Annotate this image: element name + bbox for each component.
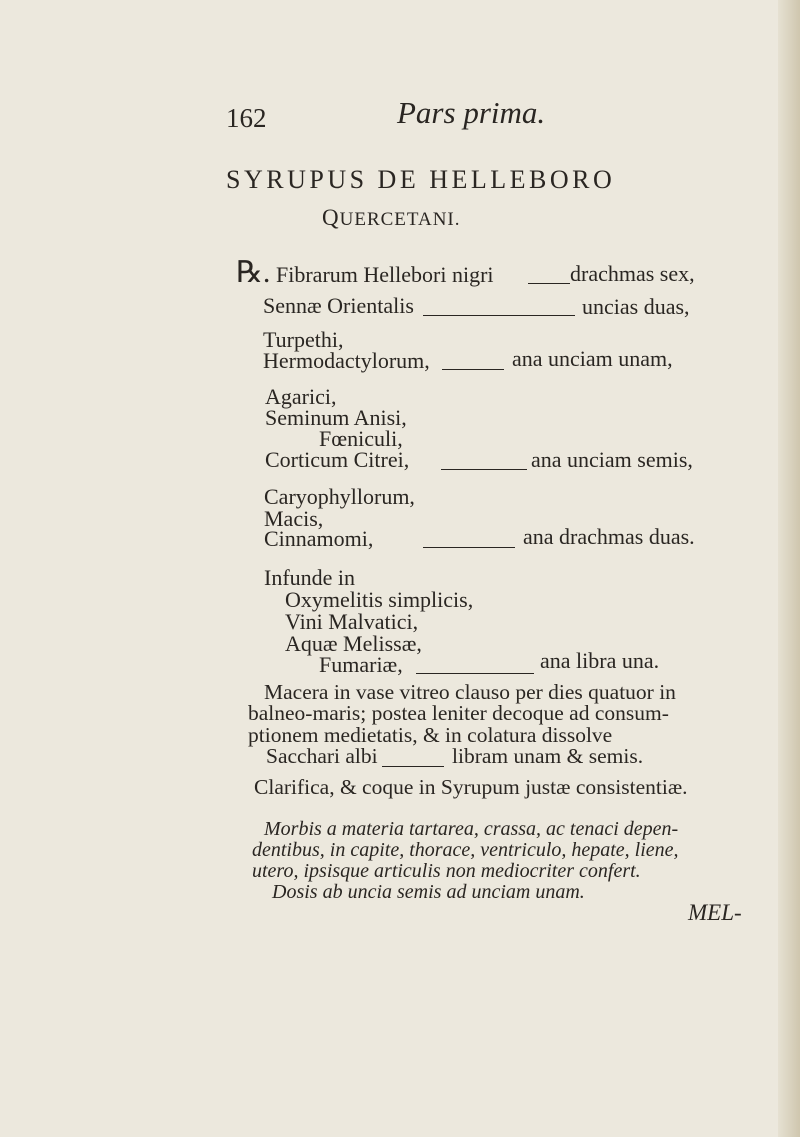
ingredient-quantity: ana unciam semis, bbox=[531, 447, 693, 472]
author-initial: Q bbox=[322, 205, 340, 230]
ingredient-quantity: drachmas sex, bbox=[570, 261, 695, 286]
usage-line: Dosis ab uncia semis ad unciam unam. bbox=[272, 881, 585, 903]
ingredient-name: Seminum Anisi, bbox=[265, 405, 407, 430]
ingredient-quantity: ana unciam unam, bbox=[512, 346, 673, 371]
instruction-line: Clarifica, & coque in Syrupum justæ consistentiæ. bbox=[254, 775, 688, 799]
infusion-liquid: Fumariæ, bbox=[319, 652, 403, 677]
infusion-liquid: Vini Malvatici, bbox=[285, 609, 419, 634]
ingredient-name: Fœniculi, bbox=[319, 426, 403, 451]
usage-line: utero, ipsisque articulis non mediocriter confert. bbox=[252, 860, 641, 882]
page-edge bbox=[778, 0, 800, 1137]
ingredient-name: Macis, bbox=[264, 506, 324, 531]
recipe-symbol: ℞. bbox=[236, 256, 271, 289]
ingredient-quantity: uncias duas, bbox=[582, 294, 690, 319]
leader-dash bbox=[423, 315, 575, 316]
leader-dash bbox=[423, 547, 515, 548]
infusion-lead: Infunde in bbox=[264, 565, 356, 590]
leader-dash bbox=[441, 469, 527, 470]
leader-dash bbox=[382, 766, 444, 767]
leader-dash bbox=[442, 369, 504, 370]
leader-dash bbox=[416, 673, 534, 674]
usage-line: Morbis a materia tartarea, crassa, ac tenaci depen- bbox=[264, 818, 679, 840]
author-rest: UERCETANI. bbox=[339, 209, 461, 230]
ingredient-name: Fibrarum Hellebori nigri bbox=[276, 262, 494, 287]
ingredient-name: Turpethi, bbox=[263, 327, 344, 352]
ingredient-name: Hermodactylorum, bbox=[263, 348, 430, 373]
running-title: Pars prima. bbox=[397, 95, 546, 130]
recipe-author bbox=[322, 205, 461, 231]
ingredient-name: Cinnamomi, bbox=[264, 526, 374, 551]
usage-line: dentibus, in capite, thorace, ventriculo, hepate, liene, bbox=[252, 839, 679, 861]
instruction-line: libram unam & semis. bbox=[452, 744, 644, 768]
infusion-quantity: ana libra una. bbox=[540, 648, 660, 673]
instruction-line: ptionem medietatis, & in colatura dissolve bbox=[248, 723, 613, 747]
page-number: 162 bbox=[226, 103, 267, 133]
catchword: MEL- bbox=[688, 900, 742, 925]
infusion-liquid: Oxymelitis simplicis, bbox=[285, 587, 474, 612]
recipe-title: SYRUPUS DE HELLEBORO bbox=[226, 165, 616, 194]
ingredient-name: Corticum Citrei, bbox=[265, 447, 410, 472]
instruction-line: Macera in vase vitreo clauso per dies quatuor in bbox=[264, 680, 676, 704]
ingredient-name: Sennæ Orientalis bbox=[263, 293, 414, 318]
infusion-liquid: Aquæ Melissæ, bbox=[285, 631, 422, 656]
ingredient-quantity: ana drachmas duas. bbox=[523, 524, 695, 549]
leader-dash bbox=[528, 283, 570, 284]
instruction-line: balneo-maris; postea leniter decoque ad consum- bbox=[248, 701, 669, 725]
ingredient-name: Caryophyllorum, bbox=[264, 484, 415, 509]
ingredient-name: Agarici, bbox=[265, 384, 337, 409]
instruction-line: Sacchari albi bbox=[266, 744, 378, 768]
